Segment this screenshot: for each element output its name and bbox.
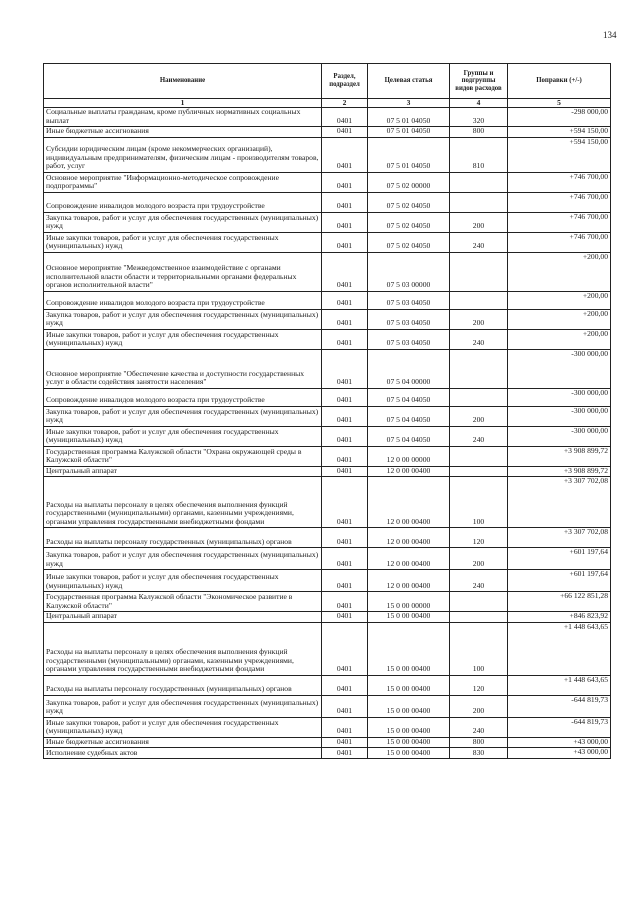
column-number: 2 [322,99,368,108]
row-section: 0401 [322,717,368,737]
table-row [44,592,611,612]
row-target: 07 5 02 04050 [368,192,450,212]
row-name: Основное мероприятие "Обеспечение качества и доступности государственных услуг в области содействия занятости населения" [44,349,322,388]
table-row [44,737,611,748]
row-section: 0401 [322,748,368,759]
row-name: Закупка товаров, работ и услуг для обеспечения государственных (муниципальных) нужд [44,548,322,570]
row-section: 0401 [322,695,368,717]
row-name: Сопровождение инвалидов молодого возраста при трудоустройстве [44,388,322,406]
row-amount: +601 197,64 [508,570,611,592]
row-name: Исполнение судебных актов [44,748,322,759]
row-section: 0401 [322,426,368,446]
row-group [450,446,508,466]
header-section: Раздел, подраздел [322,64,368,99]
row-group [450,388,508,406]
table-row [44,349,611,388]
header-row [44,64,611,99]
table-row [44,172,611,192]
row-amount: +1 448 643,65 [508,675,611,695]
row-section: 0401 [322,592,368,612]
row-name: Расходы на выплаты персоналу в целях обеспечения выполнения функций государственными (муниципальными) органами, казенными учреждениями, органами управления государственными внебюджетными фондами [44,622,322,675]
column-number: 1 [44,99,322,108]
row-amount: +746 700,00 [508,232,611,252]
row-amount: -300 000,00 [508,406,611,426]
row-section: 0401 [322,548,368,570]
row-group: 200 [450,548,508,570]
row-section: 0401 [322,737,368,748]
row-target: 07 5 01 04050 [368,127,450,138]
row-amount: +200,00 [508,252,611,291]
row-group [450,349,508,388]
table-body [44,108,611,759]
table-row [44,291,611,309]
row-target: 15 0 00 00400 [368,622,450,675]
row-amount: +43 000,00 [508,748,611,759]
row-group: 240 [450,717,508,737]
table-row [44,622,611,675]
row-target: 07 5 03 04050 [368,329,450,349]
row-section: 0401 [322,675,368,695]
row-name: Основное мероприятие "Межведомственное взаимодействие с органами исполнительной власти области и территориальными органами федеральных органов исполнительной власти" [44,252,322,291]
table-row [44,329,611,349]
row-amount: -300 000,00 [508,349,611,388]
row-name: Иные закупки товаров, работ и услуг для обеспечения государственных (муниципальных) нужд [44,717,322,737]
row-section: 0401 [322,446,368,466]
row-amount: +3 908 899,72 [508,466,611,477]
row-name: Сопровождение инвалидов молодого возраста при трудоустройстве [44,291,322,309]
table-row [44,717,611,737]
row-target: 12 0 00 00400 [368,466,450,477]
row-name: Сопровождение инвалидов молодого возраста при трудоустройстве [44,192,322,212]
row-amount: +601 197,64 [508,548,611,570]
column-number-row [44,99,611,108]
row-name: Центральный аппарат [44,466,322,477]
row-group: 240 [450,232,508,252]
row-name: Иные бюджетные ассигнования [44,127,322,138]
row-name: Субсидии юридическим лицам (кроме некоммерческих организаций), индивидуальным предпринимателям, физическим лицам - производителям товаров, работ, услуг [44,137,322,172]
row-target: 15 0 00 00400 [368,717,450,737]
row-group: 200 [450,212,508,232]
row-amount: -644 819,73 [508,717,611,737]
row-group: 200 [450,695,508,717]
row-target: 07 5 02 04050 [368,232,450,252]
table-row [44,252,611,291]
row-group: 240 [450,426,508,446]
row-target: 07 5 04 00000 [368,349,450,388]
row-section: 0401 [322,212,368,232]
table-row [44,477,611,528]
row-target: 07 5 01 04050 [368,137,450,172]
row-section: 0401 [322,291,368,309]
page-number: 134 [603,30,617,40]
table-row [44,528,611,548]
row-section: 0401 [322,127,368,138]
header-group: Группы и подгруппы видов расходов [450,64,508,99]
row-section: 0401 [322,406,368,426]
table-row [44,192,611,212]
row-name: Иные бюджетные ассигнования [44,737,322,748]
row-name: Закупка товаров, работ и услуг для обеспечения государственных (муниципальных) нужд [44,212,322,232]
row-section: 0401 [322,137,368,172]
row-amount: +200,00 [508,329,611,349]
row-target: 07 5 03 00000 [368,252,450,291]
budget-table [43,63,611,759]
table-row [44,466,611,477]
row-name: Иные закупки товаров, работ и услуг для обеспечения государственных (муниципальных) нужд [44,426,322,446]
row-group [450,172,508,192]
header-target: Целевая статья [368,64,450,99]
row-amount: -644 819,73 [508,695,611,717]
header-amount: Поправки (+/-) [508,64,611,99]
row-section: 0401 [322,466,368,477]
row-target: 07 5 04 04050 [368,426,450,446]
row-target: 15 0 00 00400 [368,675,450,695]
table-row [44,232,611,252]
row-name: Иные закупки товаров, работ и услуг для обеспечения государственных (муниципальных) нужд [44,329,322,349]
table-row [44,388,611,406]
row-group [450,192,508,212]
row-group: 800 [450,737,508,748]
row-section: 0401 [322,477,368,528]
row-section: 0401 [322,309,368,329]
table-row [44,108,611,127]
row-name: Расходы на выплаты персоналу в целях обеспечения выполнения функций государственными (муниципальными) органами, казенными учреждениями, органами управления государственными внебюджетными фондами [44,477,322,528]
row-amount: +1 448 643,65 [508,622,611,675]
row-section: 0401 [322,192,368,212]
row-amount: +66 122 851,28 [508,592,611,612]
row-group [450,466,508,477]
row-target: 12 0 00 00400 [368,528,450,548]
row-section: 0401 [322,622,368,675]
row-group: 320 [450,108,508,127]
row-name: Государственная программа Калужской области "Экономическое развитие в Калужской области" [44,592,322,612]
row-name: Закупка товаров, работ и услуг для обеспечения государственных (муниципальных) нужд [44,695,322,717]
row-section: 0401 [322,252,368,291]
row-target: 12 0 00 00400 [368,477,450,528]
row-amount: -300 000,00 [508,426,611,446]
row-amount: +846 823,92 [508,612,611,623]
row-target: 07 5 02 04050 [368,212,450,232]
row-section: 0401 [322,349,368,388]
table-row [44,127,611,138]
row-target: 12 0 00 00000 [368,446,450,466]
table-row [44,137,611,172]
row-amount: -298 000,00 [508,108,611,127]
row-group: 240 [450,329,508,349]
column-number: 4 [450,99,508,108]
row-group: 830 [450,748,508,759]
row-amount: +3 307 702,08 [508,528,611,548]
row-section: 0401 [322,388,368,406]
row-target: 07 5 03 04050 [368,309,450,329]
row-group: 810 [450,137,508,172]
row-target: 12 0 00 00400 [368,548,450,570]
row-group [450,291,508,309]
row-target: 15 0 00 00000 [368,592,450,612]
row-name: Закупка товаров, работ и услуг для обеспечения государственных (муниципальных) нужд [44,309,322,329]
row-group: 120 [450,528,508,548]
row-section: 0401 [322,108,368,127]
table-row [44,695,611,717]
table-row [44,570,611,592]
row-name: Социальные выплаты гражданам, кроме публичных нормативных социальных выплат [44,108,322,127]
row-target: 07 5 04 04050 [368,406,450,426]
table-row [44,212,611,232]
row-target: 07 5 04 04050 [368,388,450,406]
row-section: 0401 [322,329,368,349]
row-amount: -300 000,00 [508,388,611,406]
row-amount: +746 700,00 [508,192,611,212]
row-section: 0401 [322,570,368,592]
row-section: 0401 [322,528,368,548]
row-target: 15 0 00 00400 [368,612,450,623]
row-target: 07 5 01 04050 [368,108,450,127]
column-number: 3 [368,99,450,108]
table-row [44,748,611,759]
row-amount: +746 700,00 [508,212,611,232]
row-amount: +200,00 [508,291,611,309]
row-group [450,592,508,612]
row-group: 800 [450,127,508,138]
row-name: Иные закупки товаров, работ и услуг для обеспечения государственных (муниципальных) нужд [44,232,322,252]
table-row [44,309,611,329]
table-row [44,446,611,466]
row-group: 100 [450,477,508,528]
row-target: 07 5 03 04050 [368,291,450,309]
row-amount: +3 908 899,72 [508,446,611,466]
row-name: Закупка товаров, работ и услуг для обеспечения государственных (муниципальных) нужд [44,406,322,426]
table-row [44,675,611,695]
row-name: Расходы на выплаты персоналу государственных (муниципальных) органов [44,528,322,548]
table-row [44,426,611,446]
row-group [450,612,508,623]
row-name: Государственная программа Калужской области "Охрана окружающей среды в Калужской области" [44,446,322,466]
row-amount: +3 307 702,08 [508,477,611,528]
row-amount: +594 150,00 [508,137,611,172]
row-section: 0401 [322,612,368,623]
row-amount: +43 000,00 [508,737,611,748]
table-row [44,612,611,623]
row-group: 120 [450,675,508,695]
row-name: Расходы на выплаты персоналу государственных (муниципальных) органов [44,675,322,695]
row-target: 12 0 00 00400 [368,570,450,592]
row-amount: +594 150,00 [508,127,611,138]
column-number: 5 [508,99,611,108]
row-group: 240 [450,570,508,592]
row-name: Центральный аппарат [44,612,322,623]
row-group: 200 [450,309,508,329]
row-target: 15 0 00 00400 [368,748,450,759]
row-group: 100 [450,622,508,675]
row-target: 15 0 00 00400 [368,695,450,717]
row-name: Иные закупки товаров, работ и услуг для обеспечения государственных (муниципальных) нужд [44,570,322,592]
row-group [450,252,508,291]
table-row [44,406,611,426]
table-row [44,548,611,570]
header-name: Наименование [44,64,322,99]
row-target: 07 5 02 00000 [368,172,450,192]
row-name: Основное мероприятие "Информационно-методическое сопровождение подпрограммы" [44,172,322,192]
row-section: 0401 [322,172,368,192]
row-target: 15 0 00 00400 [368,737,450,748]
row-amount: +746 700,00 [508,172,611,192]
row-amount: +200,00 [508,309,611,329]
row-group: 200 [450,406,508,426]
row-section: 0401 [322,232,368,252]
